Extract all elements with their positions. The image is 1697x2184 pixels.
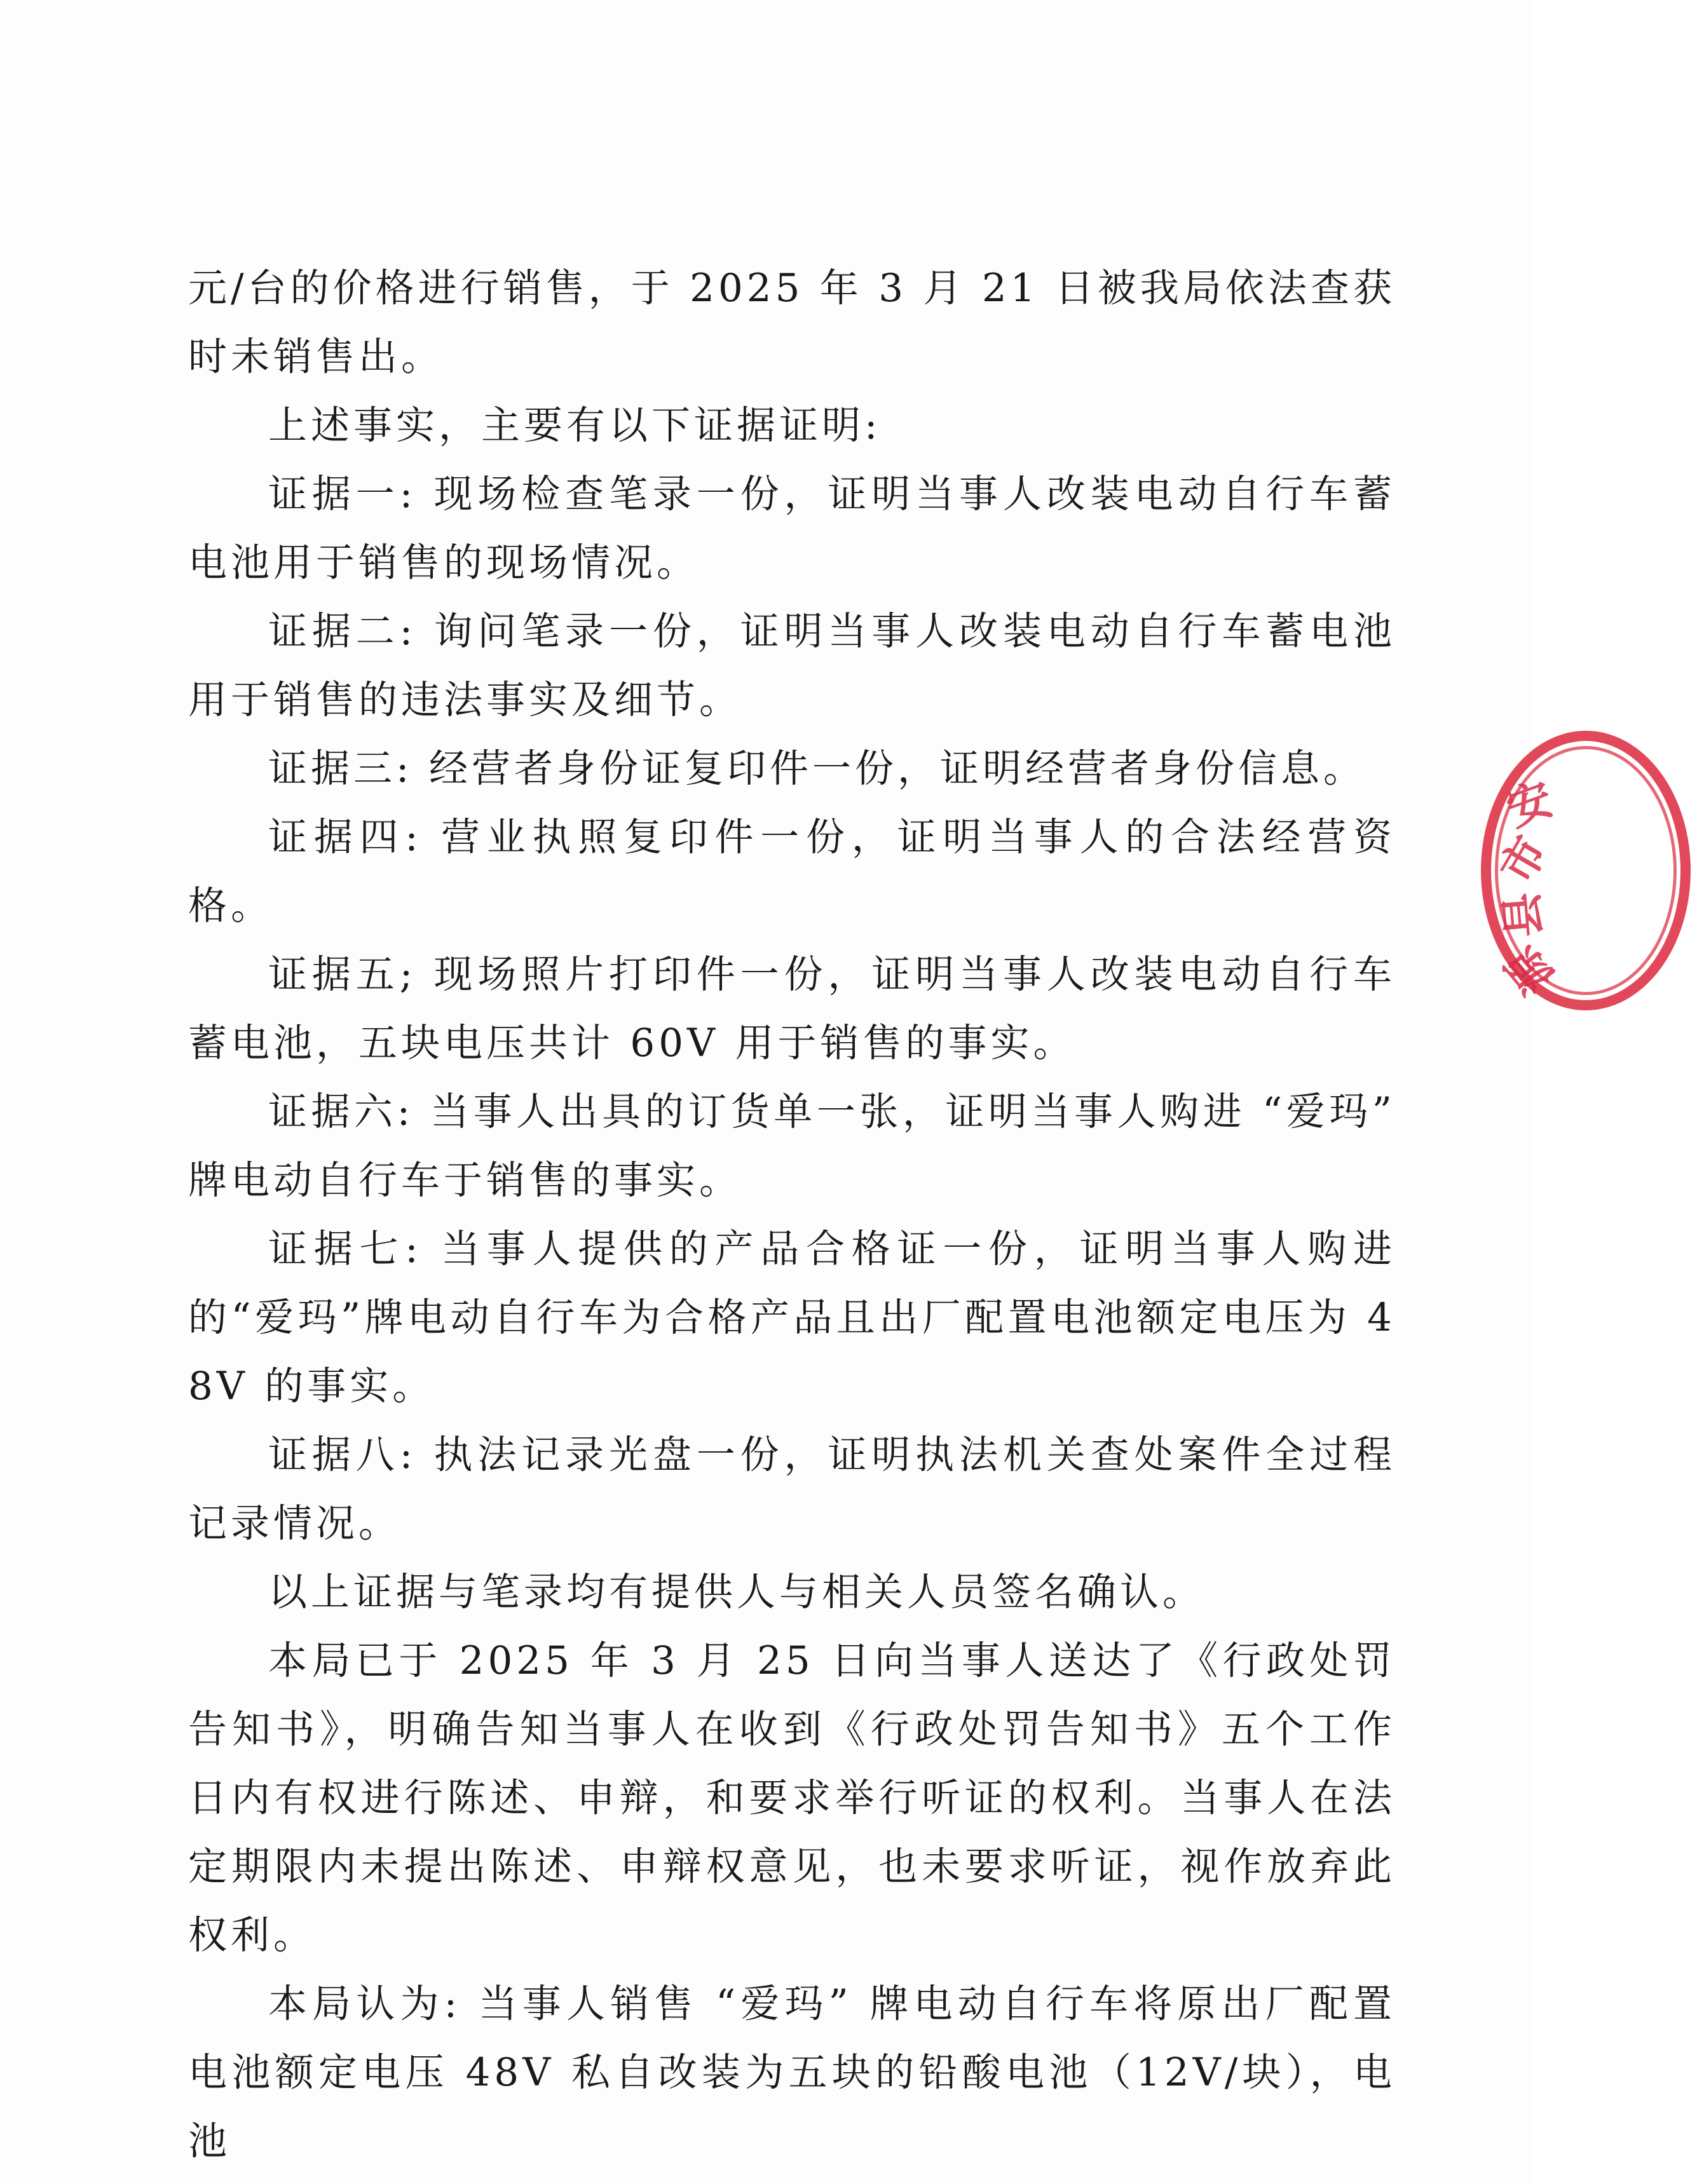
- seal-glyph: 源: [1496, 936, 1565, 1005]
- paragraph-evidence-3: 证据三: 经营者身份证复印件一份，证明经营者身份信息。: [268, 746, 1366, 791]
- paragraph-evidence-7: 证据七: 当事人提供的产品合格证一份，证明当事人购进的“爱玛”牌电动自行车为合格产品且出厂配置电池额定电压为 48V 的事实。: [188, 1226, 1396, 1409]
- seal-inner-ring: [1495, 746, 1677, 995]
- document-body: [188, 254, 1396, 2176]
- paragraph-evidence-intro: 上述事实，主要有以下证据证明:: [268, 403, 882, 448]
- paragraph-evidence-8: 证据八: 执法记录光盘一份，证明执法机关查处案件全过程记录情况。: [188, 1432, 1396, 1546]
- paragraph-evidence-5: 证据五; 现场照片打印件一份，证明当事人改装电动自行车蓄电池，五块电压共计 60V 用于销售的事实。: [188, 952, 1396, 1066]
- official-seal-fragment: [1481, 731, 1697, 1023]
- paragraph-notice-served: 本局已于 2025 年 3 月 25 日向当事人送达了《行政处罚告知书》，明确告知当事人在收到《行政处罚告知书》五个工作日内有权进行陈述、申辩，和要求举行听证的权利。当事人在法定期限内未提出陈述、申辩权意见，也未要求听证，视作放弃此权利。: [188, 1638, 1396, 1958]
- seal-glyph: 县: [1495, 890, 1551, 940]
- seal-glyph: 市: [1490, 827, 1558, 893]
- paragraph-bureau-finding: 本局认为: 当事人销售 “爱玛” 牌电动自行车将原出厂配置电池额定电压 48V 私自改装为五块的铅酸电池（12V/块），电池: [188, 1981, 1396, 2164]
- paragraph-evidence-4: 证据四: 营业执照复印件一份，证明当事人的合法经营资格。: [188, 815, 1396, 928]
- paragraph-evidence-2: 证据二: 询问笔录一份，证明当事人改装电动自行车蓄电池用于销售的违法事实及细节。: [188, 609, 1396, 722]
- seal-glyph: 安: [1499, 772, 1560, 837]
- paragraph-evidence-1: 证据一: 现场检查笔录一份，证明当事人改装电动自行车蓄电池用于销售的现场情况。: [188, 471, 1396, 585]
- paragraph-signature-note: 以上证据与笔录均有提供人与相关人员签名确认。: [268, 1570, 1206, 1615]
- paragraph-evidence-6: 证据六: 当事人出具的订货单一张，证明当事人购进 “爱玛” 牌电动自行车于销售的事实。: [188, 1089, 1396, 1203]
- seal-outer-ring: [1481, 731, 1691, 1010]
- paragraph-continuation: 元/台的价格进行销售，于 2025 年 3 月 21 日被我局依法查获时未销售出。: [188, 266, 1396, 379]
